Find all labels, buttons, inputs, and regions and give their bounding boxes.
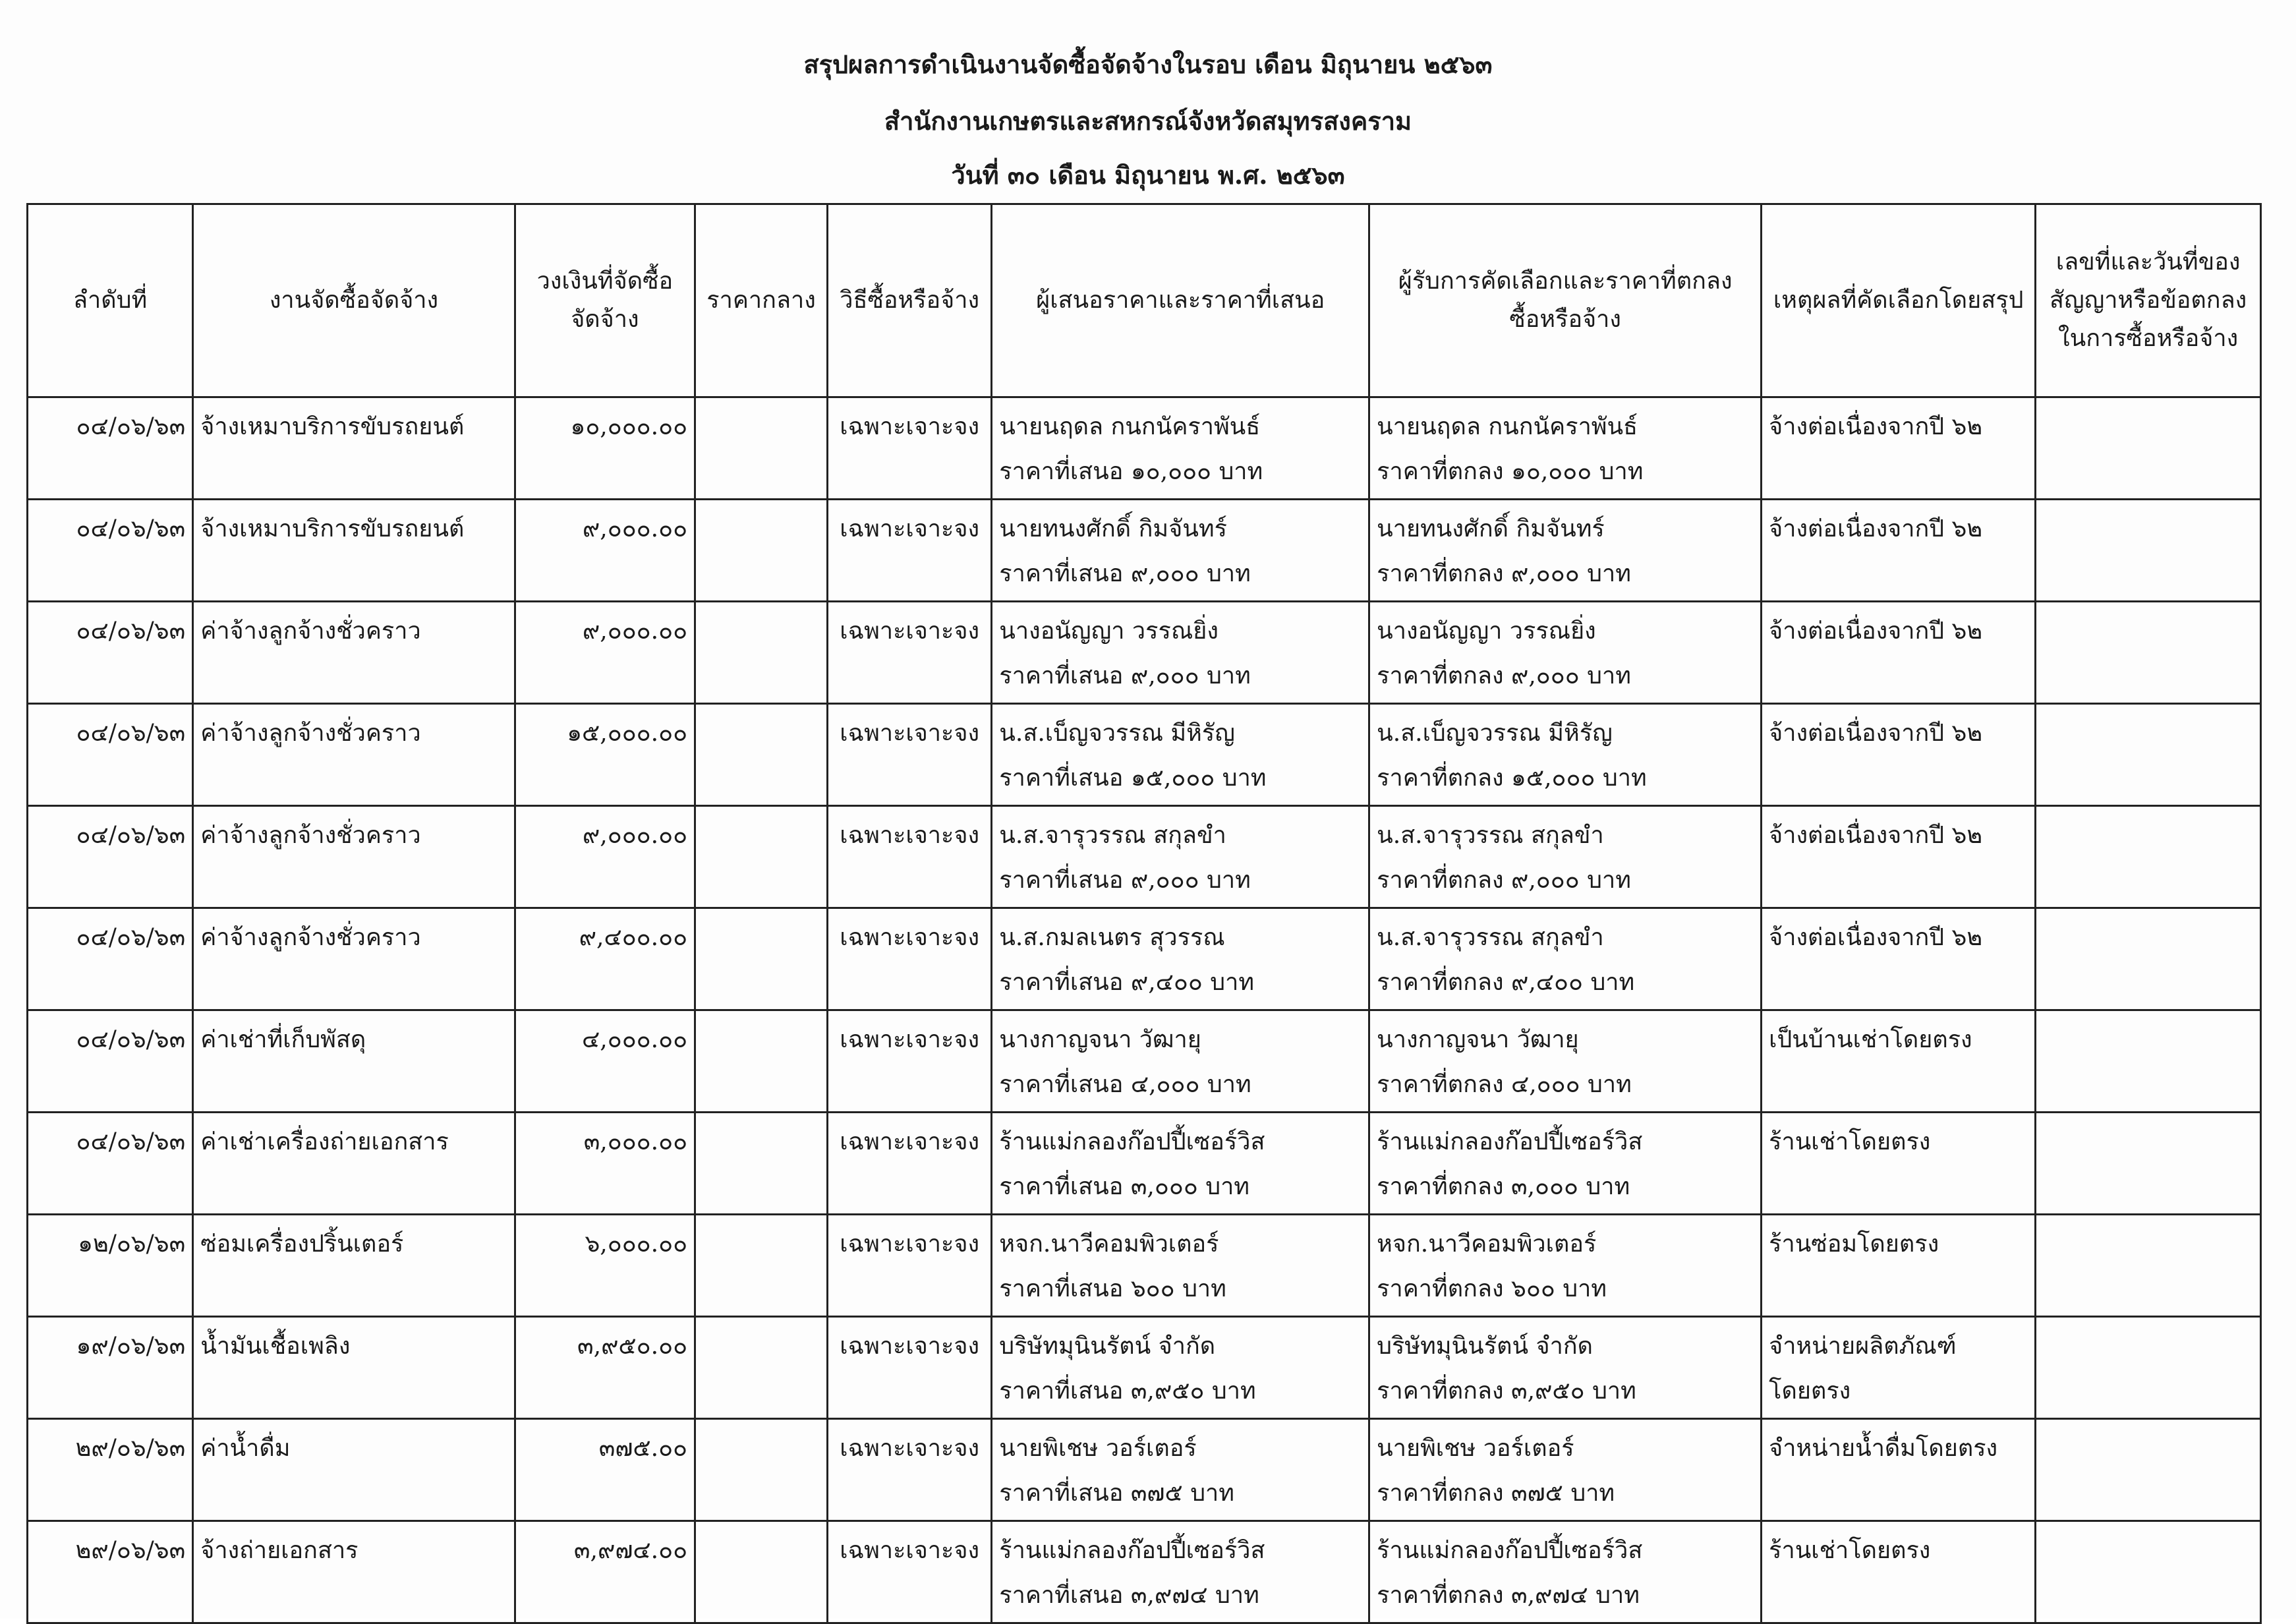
row-date: ๒๙/๐๖/๖๓ [28, 1521, 193, 1623]
agreed-price: ราคาที่ตกลง ๙,๔๐๐ บาท [1377, 969, 1635, 996]
row-work: น้ำมันเชื้อเพลิง [193, 1317, 515, 1419]
bid-price: ราคาที่เสนอ ๙,๐๐๐ บาท [999, 560, 1251, 587]
row-contract [2036, 806, 2261, 908]
bidder-name: บริษัทมุนินรัตน์ จำกัด [999, 1333, 1216, 1360]
winner-name: นางกาญจนา วัฒายุ [1377, 1026, 1579, 1053]
row-date: ๐๔/๐๖/๖๓ [28, 397, 193, 500]
row-method: เฉพาะเจาะจง [828, 1419, 992, 1521]
bid-price: ราคาที่เสนอ ๖๐๐ บาท [999, 1275, 1226, 1302]
row-budget: ๔,๐๐๐.๐๐ [515, 1010, 695, 1113]
table-row [28, 1419, 2261, 1521]
row-bidder [992, 500, 1369, 602]
table-row [28, 1113, 2261, 1215]
row-winner [1369, 500, 1762, 602]
row-reason [1762, 1010, 2036, 1113]
row-bidder [992, 1521, 1369, 1623]
row-winner [1369, 1113, 1762, 1215]
reason-text: ร้านเช่าโดยตรง [1769, 1537, 1931, 1564]
row-date: ๐๔/๐๖/๖๓ [28, 1113, 193, 1215]
bidder-name: ร้านแม่กลองก๊อปปี้เซอร์วิส [999, 1128, 1265, 1155]
row-date: ๐๔/๐๖/๖๓ [28, 908, 193, 1010]
winner-name: ร้านแม่กลองก๊อปปี้เซอร์วิส [1377, 1128, 1643, 1155]
row-work: ค่าเช่าที่เก็บพัสดุ [193, 1010, 515, 1113]
agreed-price: ราคาที่ตกลง ๑๕,๐๐๐ บาท [1377, 765, 1647, 792]
row-date: ๐๔/๐๖/๖๓ [28, 1010, 193, 1113]
reason-text: จ้างต่อเนื่องจากปี ๖๒ [1769, 924, 1983, 951]
row-budget: ๑๐,๐๐๐.๐๐ [515, 397, 695, 500]
row-reason [1762, 806, 2036, 908]
bidder-name: น.ส.เบ็ญจวรรณ มีหิรัญ [999, 720, 1235, 747]
row-median-price [695, 1521, 828, 1623]
table-row [28, 1215, 2261, 1317]
row-bidder [992, 1215, 1369, 1317]
col-header-winner: ผู้รับการคัดเลือกและราคาที่ตกลง ซื้อหรือจ้าง [1369, 204, 1762, 397]
row-budget: ๙,๐๐๐.๐๐ [515, 602, 695, 704]
row-work: ค่าจ้างลูกจ้างชั่วคราว [193, 602, 515, 704]
row-contract [2036, 1113, 2261, 1215]
row-median-price [695, 1113, 828, 1215]
row-median-price [695, 1317, 828, 1419]
winner-name: นางอนัญญา วรรณยิ่ง [1377, 618, 1596, 645]
row-reason [1762, 1317, 2036, 1419]
reason-text: จ้างต่อเนื่องจากปี ๖๒ [1769, 618, 1983, 645]
row-bidder [992, 602, 1369, 704]
bidder-name: นางกาญจนา วัฒายุ [999, 1026, 1201, 1053]
row-budget: ๙,๐๐๐.๐๐ [515, 806, 695, 908]
agreed-price: ราคาที่ตกลง ๙,๐๐๐ บาท [1377, 560, 1631, 587]
row-date: ๒๙/๐๖/๖๓ [28, 1419, 193, 1521]
row-median-price [695, 602, 828, 704]
col-header-median-price: ราคากลาง [695, 204, 828, 397]
row-date: ๐๔/๐๖/๖๓ [28, 806, 193, 908]
row-bidder [992, 1010, 1369, 1113]
reason-text: เป็นบ้านเช่าโดยตรง [1769, 1026, 1972, 1053]
row-budget: ๓,๐๐๐.๐๐ [515, 1113, 695, 1215]
table-header-row [28, 204, 2261, 397]
row-budget: ๙,๔๐๐.๐๐ [515, 908, 695, 1010]
winner-name: นายนฤดล กนกนัคราพันธ์ [1377, 413, 1638, 440]
row-bidder [992, 1317, 1369, 1419]
row-reason [1762, 1215, 2036, 1317]
row-method: เฉพาะเจาะจง [828, 704, 992, 806]
bidder-name: นายนฤดล กนกนัคราพันธ์ [999, 413, 1261, 440]
table-row [28, 1317, 2261, 1419]
row-contract [2036, 1010, 2261, 1113]
reason-text: จำหน่ายน้ำดื่มโดยตรง [1769, 1435, 1998, 1462]
table-row [28, 500, 2261, 602]
bid-price: ราคาที่เสนอ ๑๐,๐๐๐ บาท [999, 458, 1263, 485]
row-bidder [992, 397, 1369, 500]
row-winner [1369, 1010, 1762, 1113]
agreed-price: ราคาที่ตกลง ๓,๙๕๐ บาท [1377, 1378, 1636, 1405]
row-method: เฉพาะเจาะจง [828, 1317, 992, 1419]
row-contract [2036, 397, 2261, 500]
bid-price: ราคาที่เสนอ ๓๗๕ บาท [999, 1480, 1234, 1507]
row-contract [2036, 1317, 2261, 1419]
row-work: ค่าเช่าเครื่องถ่ายเอกสาร [193, 1113, 515, 1215]
row-reason [1762, 602, 2036, 704]
reason-text: จ้างต่อเนื่องจากปี ๖๒ [1769, 413, 1983, 440]
row-method: เฉพาะเจาะจง [828, 908, 992, 1010]
col-header-budget: วงเงินที่จัดซื้อ จัดจ้าง [515, 204, 695, 397]
row-median-price [695, 806, 828, 908]
row-reason [1762, 1521, 2036, 1623]
winner-name: น.ส.เบ็ญจวรรณ มีหิรัญ [1377, 720, 1613, 747]
row-contract [2036, 1419, 2261, 1521]
row-work: จ้างถ่ายเอกสาร [193, 1521, 515, 1623]
row-contract [2036, 602, 2261, 704]
winner-name: น.ส.จารุวรรณ สกุลขำ [1377, 822, 1604, 849]
row-bidder [992, 1113, 1369, 1215]
winner-name: นายพิเชษ วอร์เตอร์ [1377, 1435, 1574, 1462]
row-date: ๐๔/๐๖/๖๓ [28, 704, 193, 806]
table-row [28, 704, 2261, 806]
col-header-reason: เหตุผลที่คัดเลือกโดยสรุป [1762, 204, 2036, 397]
row-budget: ๓๗๕.๐๐ [515, 1419, 695, 1521]
row-winner [1369, 908, 1762, 1010]
bid-price: ราคาที่เสนอ ๓,๐๐๐ บาท [999, 1173, 1250, 1200]
bid-price: ราคาที่เสนอ ๓,๙๕๐ บาท [999, 1378, 1256, 1405]
reason-text: จำหน่ายผลิตภัณฑ์ [1769, 1333, 1957, 1360]
col-header-work: งานจัดซื้อจัดจ้าง [193, 204, 515, 397]
winner-name: น.ส.จารุวรรณ สกุลขำ [1377, 924, 1604, 951]
reason-text: ร้านเช่าโดยตรง [1769, 1128, 1931, 1155]
bidder-name: หจก.นาวีคอมพิวเตอร์ [999, 1231, 1219, 1258]
bid-price: ราคาที่เสนอ ๑๕,๐๐๐ บาท [999, 765, 1267, 792]
row-method: เฉพาะเจาะจง [828, 806, 992, 908]
row-median-price [695, 397, 828, 500]
col-header-bidders: ผู้เสนอราคาและราคาที่เสนอ [992, 204, 1369, 397]
row-reason [1762, 1113, 2036, 1215]
row-work: จ้างเหมาบริการขับรถยนต์ [193, 397, 515, 500]
row-work: จ้างเหมาบริการขับรถยนต์ [193, 500, 515, 602]
row-date: ๑๒/๐๖/๖๓ [28, 1215, 193, 1317]
bidder-name: นายทนงศักดิ์ กิมจันทร์ [999, 515, 1227, 542]
winner-name: หจก.นาวีคอมพิวเตอร์ [1377, 1231, 1597, 1258]
row-median-price [695, 908, 828, 1010]
agreed-price: ราคาที่ตกลง ๓,๐๐๐ บาท [1377, 1173, 1630, 1200]
reason-text-cont: โดยตรง [1769, 1378, 1851, 1405]
row-median-price [695, 1215, 828, 1317]
row-method: เฉพาะเจาะจง [828, 1521, 992, 1623]
agreed-price: ราคาที่ตกลง ๙,๐๐๐ บาท [1377, 867, 1631, 894]
row-date: ๐๔/๐๖/๖๓ [28, 602, 193, 704]
row-work: ค่าน้ำดื่ม [193, 1419, 515, 1521]
bidder-name: นายพิเชษ วอร์เตอร์ [999, 1435, 1197, 1462]
row-method: เฉพาะเจาะจง [828, 1010, 992, 1113]
report-title: สรุปผลการดำเนินงานจัดซื้อจัดจ้างในรอบ เดือน มิถุนายน ๒๕๖๓ [803, 49, 1493, 79]
bid-price: ราคาที่เสนอ ๙,๐๐๐ บาท [999, 662, 1251, 689]
row-work: ค่าจ้างลูกจ้างชั่วคราว [193, 806, 515, 908]
office-name: สำนักงานเกษตรและสหกรณ์จังหวัดสมุทรสงคราม [884, 106, 1412, 136]
row-method: เฉพาะเจาะจง [828, 397, 992, 500]
table-row [28, 1010, 2261, 1113]
row-median-price [695, 1419, 828, 1521]
row-median-price [695, 704, 828, 806]
report-date: วันที่ ๓๐ เดือน มิถุนายน พ.ศ. ๒๕๖๓ [951, 160, 1345, 190]
row-work: ค่าจ้างลูกจ้างชั่วคราว [193, 704, 515, 806]
row-budget: ๖,๐๐๐.๐๐ [515, 1215, 695, 1317]
bid-price: ราคาที่เสนอ ๓,๙๗๔ บาท [999, 1582, 1259, 1609]
row-reason [1762, 397, 2036, 500]
row-winner [1369, 1317, 1762, 1419]
table-row [28, 397, 2261, 500]
row-method: เฉพาะเจาะจง [828, 1215, 992, 1317]
row-budget: ๓,๙๗๔.๐๐ [515, 1521, 695, 1623]
agreed-price: ราคาที่ตกลง ๙,๐๐๐ บาท [1377, 662, 1631, 689]
row-winner [1369, 1215, 1762, 1317]
agreed-price: ราคาที่ตกลง ๑๐,๐๐๐ บาท [1377, 458, 1644, 485]
reason-text: จ้างต่อเนื่องจากปี ๖๒ [1769, 515, 1983, 542]
row-median-price [695, 1010, 828, 1113]
reason-text: จ้างต่อเนื่องจากปี ๖๒ [1769, 822, 1983, 849]
row-contract [2036, 1215, 2261, 1317]
row-bidder [992, 704, 1369, 806]
agreed-price: ราคาที่ตกลง ๔,๐๐๐ บาท [1377, 1071, 1632, 1098]
bid-price: ราคาที่เสนอ ๙,๐๐๐ บาท [999, 867, 1251, 894]
row-winner [1369, 1419, 1762, 1521]
row-median-price [695, 500, 828, 602]
row-contract [2036, 908, 2261, 1010]
row-reason [1762, 1419, 2036, 1521]
bid-price: ราคาที่เสนอ ๙,๔๐๐ บาท [999, 969, 1255, 996]
row-winner [1369, 1521, 1762, 1623]
row-winner [1369, 704, 1762, 806]
row-budget: ๙,๐๐๐.๐๐ [515, 500, 695, 602]
row-budget: ๑๕,๐๐๐.๐๐ [515, 704, 695, 806]
row-bidder [992, 806, 1369, 908]
table-row [28, 908, 2261, 1010]
table-row [28, 806, 2261, 908]
row-budget: ๓,๙๕๐.๐๐ [515, 1317, 695, 1419]
winner-name: ร้านแม่กลองก๊อปปี้เซอร์วิส [1377, 1537, 1643, 1564]
table-row [28, 1521, 2261, 1623]
row-contract [2036, 1521, 2261, 1623]
row-method: เฉพาะเจาะจง [828, 1113, 992, 1215]
row-bidder [992, 908, 1369, 1010]
row-winner [1369, 397, 1762, 500]
row-method: เฉพาะเจาะจง [828, 500, 992, 602]
row-work: ซ่อมเครื่องปริ้นเตอร์ [193, 1215, 515, 1317]
reason-text: ร้านซ่อมโดยตรง [1769, 1231, 1939, 1258]
row-winner [1369, 602, 1762, 704]
agreed-price: ราคาที่ตกลง ๖๐๐ บาท [1377, 1275, 1607, 1302]
row-date: ๑๙/๐๖/๖๓ [28, 1317, 193, 1419]
winner-name: นายทนงศักดิ์ กิมจันทร์ [1377, 515, 1605, 542]
row-reason [1762, 500, 2036, 602]
row-method: เฉพาะเจาะจง [828, 602, 992, 704]
bidder-name: น.ส.กมลเนตร สุวรรณ [999, 924, 1225, 951]
procurement-table [26, 203, 2262, 1624]
col-header-contract: เลขที่และวันที่ของ สัญญาหรือข้อตกลง ในการซื้อหรือจ้าง [2036, 204, 2261, 397]
row-winner [1369, 806, 1762, 908]
winner-name: บริษัทมุนินรัตน์ จำกัด [1377, 1333, 1593, 1360]
agreed-price: ราคาที่ตกลง ๓,๙๗๔ บาท [1377, 1582, 1640, 1609]
row-reason [1762, 704, 2036, 806]
row-contract [2036, 500, 2261, 602]
bidder-name: นางอนัญญา วรรณยิ่ง [999, 618, 1219, 645]
reason-text: จ้างต่อเนื่องจากปี ๖๒ [1769, 720, 1983, 747]
row-date: ๐๔/๐๖/๖๓ [28, 500, 193, 602]
row-bidder [992, 1419, 1369, 1521]
row-work: ค่าจ้างลูกจ้างชั่วคราว [193, 908, 515, 1010]
row-contract [2036, 704, 2261, 806]
table-row [28, 602, 2261, 704]
col-header-method: วิธีซื้อหรือจ้าง [828, 204, 992, 397]
row-reason [1762, 908, 2036, 1010]
bid-price: ราคาที่เสนอ ๔,๐๐๐ บาท [999, 1071, 1251, 1098]
bidder-name: ร้านแม่กลองก๊อปปี้เซอร์วิส [999, 1537, 1265, 1564]
bidder-name: น.ส.จารุวรรณ สกุลขำ [999, 822, 1226, 849]
col-header-sequence: ลำดับที่ [28, 204, 193, 397]
agreed-price: ราคาที่ตกลง ๓๗๕ บาท [1377, 1480, 1615, 1507]
